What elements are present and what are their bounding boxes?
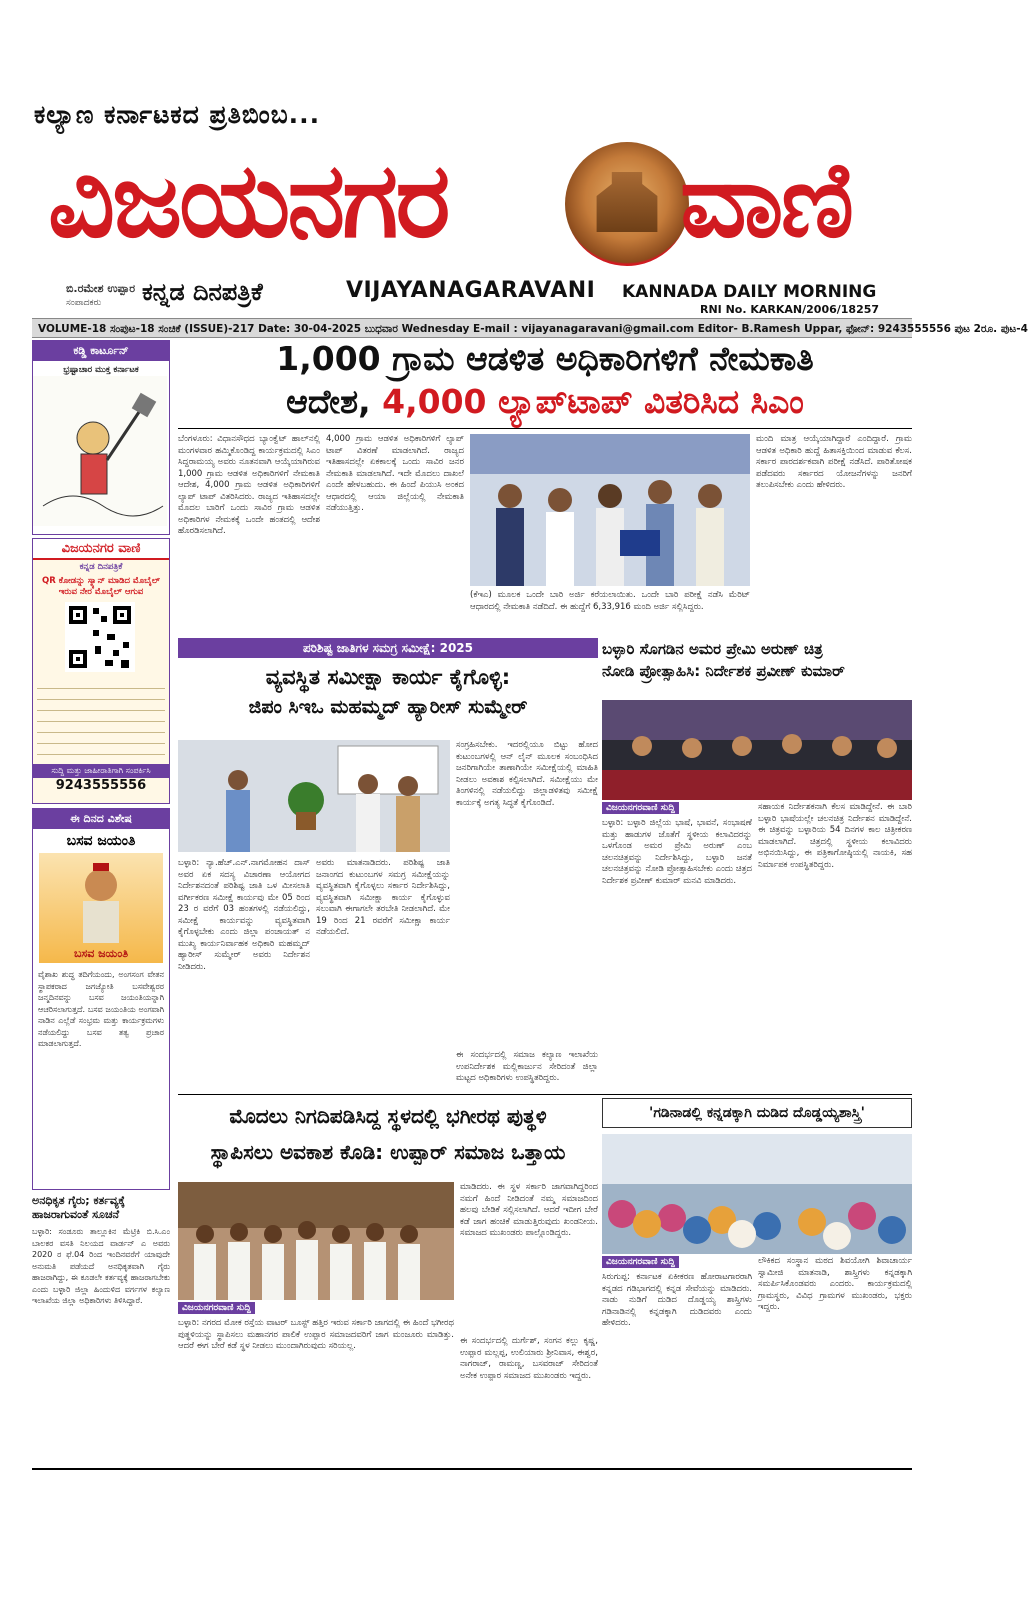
survey-headline-line2: ಜಿಪಂ ಸಿಇಒ ಮಹಮ್ಮದ್ ಹ್ಯಾರೀಸ್ ಸುಮ್ಮೇರ್	[248, 696, 528, 718]
sidebar-news	[32, 1194, 170, 1456]
community-group-photo-icon	[178, 1182, 454, 1300]
lead-col4: ಮಂದಿ ಮಾತ್ರ ಆಯ್ಕೆಯಾಗಿದ್ದಾರೆ ಎಂದಿದ್ದಾರೆ. ಗ್ರಾಮ ಆಡಳಿತ ಅಧಿಕಾರಿ ಹುದ್ದೆ ಹಿತಾಸಕ್ತಿಯಿಂದ ಮಾಡುವ ಕೆಲಸ. ಸರ್ಕಾರ ಪಾರದರ್ಶಕವಾಗಿ ಪರೀಕ್ಷೆ ನಡೆಸಿದೆ. ಪಾರಿತೋಷಕ ಪಡೆದವರು ಸರ್ಕಾರದ ಯೋಜನೆಗಳನ್ನು ಜನರಿಗೆ ತಲುಪಿಸಬೇಕು ಎಂದು ಹೇಳಿದರು.	[756, 434, 912, 490]
tree-planting-photo-icon	[178, 740, 450, 852]
sidebar-news-text: ಬಳ್ಳಾರಿ: ಸಂಡೂರು ತಾಲ್ಲೂಕಿನ ಮೆಟ್ರಿಕಿ ಬಿ.ಸಿ.ಎಂ ಬಾಲಕರ ವಸತಿ ನಿಲಯದ ವಾರ್ಡನ್ ಎ ಅವರು 2020 ರ ಫೆ.04 ರಿಂದ ಇಂದಿನವರೆಗೆ ಯಾವುದೇ ಅನುಮತಿ ಪಡೆಯದೆ ಅನಧಿಕೃತವಾಗಿ ಗೈರು ಹಾಜರಾಗಿದ್ದು, ಈ ಕೂಡಲೇ ಕರ್ತವ್ಯಕ್ಕೆ ಹಾಜರಾಗಬೇಕು ಎಂದು ಬಳ್ಳಾರಿ ಜಿಲ್ಲಾ ಹಿಂದುಳಿದ ವರ್ಗಗಳ ಕಲ್ಯಾಣ ಇಲಾಖೆಯ ಜಿಲ್ಲಾ ಅಧಿಕಾರಿಗಳು ತಿಳಿಸಿದ್ದಾರೆ.	[32, 1227, 170, 1305]
ad-phone[interactable]: 9243555556	[55, 778, 147, 793]
masthead-tagline: ಕಲ್ಯಾಣ ಕರ್ನಾಟಕದ ಪ್ರತಿಬಿಂಬ...	[34, 100, 321, 129]
bhagiratha-headline-line2: ಸ್ಥಾಪಿಸಲು ಅವಕಾಶ ಕೊಡಿ: ಉಪ್ಪಾರ್ ಸಮಾಜ ಒತ್ತಾಯ	[210, 1140, 566, 1164]
special-box	[32, 808, 170, 1190]
survey-col-mid: ಅವರು ಮಾತನಾಡಿದರು. ಪರಿಶಿಷ್ಟ ಜಾತಿ ಜನಾಂಗದ ಕುಟುಂಬಗಳ ಸಮಗ್ರ ಸಮೀಕ್ಷೆಯನ್ನು ವ್ಯವಸ್ಥಿತವಾಗಿ ಕೈಗೊಳ್ಳಲು ಸರ್ಕಾರ ನಿರ್ದೇಶಿಸಿದ್ದು, ವ್ಯವಸ್ಥಿತವಾಗಿ ಸಮೀಕ್ಷಾ ಕಾರ್ಯ ಕೈಗೊಳ್ಳುವ ಸಲುವಾಗಿ ಈಗಾಗಲೇ ತರಬೇತಿ ನೀಡಲಾಗಿದೆ. ಮೇ 19 ರಿಂದ 21 ರವರೆಗೆ ಸಮೀಕ್ಷಾ ಕಾರ್ಯ ನಡೆಯಲಿದೆ.	[316, 858, 450, 937]
editor-role: ಸಂಪಾದಕರು	[66, 298, 102, 308]
lead-headline	[178, 338, 912, 424]
festival-col1: ಸಿರುಗುಪ್ಪ: ಕರ್ನಾಟಕ ಏಕೀಕರಣ ಹೋರಾಟಗಾರರಾಗಿ ಕನ್ನಡದ ಗಡಿಭಾಗದಲ್ಲಿ ಕನ್ನಡ ಸೇವೆಯನ್ನು ಮಾಡಿದರು. ನಾಡು ನುಡಿಗೆ ದುಡಿದ ದೊಡ್ಡಯ್ಯ ಶಾಸ್ತ್ರಿಗಳು ಗಡಿನಾಡಿನಲ್ಲಿ ಕನ್ನಡಕ್ಕಾಗಿ ದುಡಿದವರು ಎಂದು ಹೇಳಿದರು.	[602, 1272, 752, 1328]
qr-code-icon[interactable]	[65, 602, 135, 672]
lead-headline-line2-c: ವಿತರಿಸಿದ ಸಿಎಂ	[644, 382, 804, 421]
bhagiratha-photo	[178, 1182, 454, 1300]
procession-photo-icon	[602, 1134, 912, 1254]
daily-kannada: ಕನ್ನಡ ದಿನಪತ್ರಿಕೆ	[142, 278, 263, 306]
lead-headline-line1: 1,000 ಗ್ರಾಮ ಆಡಳಿತ ಅಧಿಕಾರಿಗಳಿಗೆ ನೇಮಕಾತಿ	[276, 339, 814, 378]
sidebar-news-heading: ಅನಧಿಕೃತ ಗೈರು; ಕರ್ತವ್ಯಕ್ಕೆ ಹಾಜರಾಗುವಂತೆ ಸೂಚನೆ	[32, 1194, 125, 1221]
survey-headline	[178, 662, 598, 722]
masthead-name-part1: ವಿಜಯನಗರ	[48, 138, 448, 261]
survey-photo	[178, 740, 450, 852]
bhagiratha-headline	[178, 1098, 598, 1170]
paper-ad	[32, 538, 170, 804]
ad-brand: ವಿಜಯನಗರ ವಾಣಿ	[33, 539, 169, 560]
film-byline: ವಿಜಯನಗರವಾಣಿ ಸುದ್ದಿ	[602, 802, 679, 814]
film-press-meet-photo-icon	[602, 700, 912, 800]
cartoon-box	[32, 340, 170, 535]
lead-headline-line2-b: 4,000 ಲ್ಯಾಪ್‌ಟಾಪ್	[382, 382, 633, 421]
festival-col2: ಲೌಕಿಕದ ಸಂಸ್ಥಾನ ಮಠದ ಶಿವಯೋಗಿ ಶಿವಾಚಾರ್ಯ ಸ್ವಾಮೀಜಿ ಮಾತನಾಡಿ, ಶಾಸ್ತ್ರಿಗಳು ಕನ್ನಡಕ್ಕಾಗಿ ಸಮರ್ಪಿಸಿಕೊಂಡವರು ಎಂದರು. ಕಾರ್ಯಕ್ರಮದಲ್ಲಿ ಗ್ರಾಮಸ್ಥರು, ವಿವಿಧ ಗ್ರಾಮಗಳ ಮುಖಂಡರು, ಭಕ್ತರು ಇದ್ದರು.	[758, 1256, 912, 1312]
film-col1: ಬಳ್ಳಾರಿ: ಬಳ್ಳಾರಿ ಜಿಲ್ಲೆಯ ಭಾಷೆ, ಭಾವನೆ, ಸಂಭಾಷಣೆ ಮತ್ತು ಹಾಡುಗಳ ಜೊತೆಗೆ ಸ್ಥಳೀಯ ಕಲಾವಿದರನ್ನು ಒಳಗೊಂಡ ಅಮರ ಪ್ರೇಮಿ ಅರುಣ್ ಎಂಬ ಚಲನಚಿತ್ರವನ್ನು ನಿರ್ದೇಶಿಸಿದ್ದು, ಬಳ್ಳಾರಿ ಜನತೆ ಚಲನಚಿತ್ರವನ್ನು ನೋಡಿ ಪ್ರೋತ್ಸಾಹಿಸಬೇಕು ಎಂದು ಚಿತ್ರದ ನಿರ್ದೇಶಕ ಪ್ರವೀಣ್ ಕುಮಾರ್ ಮನವಿ ಮಾಡಿದರು.	[602, 818, 752, 886]
masthead-name-part2: ವಾಣಿ	[680, 138, 852, 261]
editor-name: ಬಿ.ರಮೇಶ ಉಪ್ಪಾರ	[66, 282, 136, 295]
special-title: ಈ ದಿನದ ವಿಶೇಷ	[33, 809, 169, 829]
film-headline	[602, 638, 912, 682]
survey-col-right: ಸಂಗ್ರಹಿಸಬೇಕು. ಇದರಲ್ಲಿಯೂ ಬಿಟ್ಟು ಹೋದ ಕುಟುಂಬಗಳಲ್ಲಿ ಆನ್ ಲೈನ್ ಮೂಲಕ ಸಂಬಂಧಿಸಿದ ಜನರಿಗಾಗಿಯೇ ತಾಣಾಗಿಯೇ ಸಮೀಕ್ಷೆಯಲ್ಲಿ ಮಾಹಿತಿ ನೀಡಲು ಅವಕಾಶ ಕಲ್ಪಿಸಲಾಗಿದೆ. ಸಮೀಕ್ಷೆಯು ಮೇ ತಿಂಗಳಿನಲ್ಲಿ ನಡೆಯಲಿದ್ದು ಜಿಲ್ಲಾಡಳಿತವು ಸಮೀಕ್ಷೆ ಕಾರ್ಯಕ್ಕೆ ಅಗತ್ಯ ಸಿದ್ಧತೆ ಕೈಗೊಂಡಿದೆ.	[456, 740, 598, 808]
festival-headline: 'ಗಡಿನಾಡಲ್ಲಿ ಕನ್ನಡಕ್ಕಾಗಿ ದುಡಿದ ದೊಡ್ಡಯ್ಯಶಾಸ್ತ್ರಿ'	[602, 1098, 912, 1128]
daily-english-name: VIJAYANAGARAVANI	[346, 278, 596, 303]
bhagiratha-headline-line1: ಮೊದಲು ನಿಗದಿಪಡಿಸಿದ್ದ ಸ್ಥಳದಲ್ಲಿ ಭಗೀರಥ ಪುತ್ಥಳಿ	[229, 1104, 547, 1128]
festival-photo	[602, 1134, 912, 1254]
cartoon-caption: ಭ್ರಷ್ಟಾಚಾರ ಮುಕ್ತ ಕರ್ನಾಟಕ	[63, 365, 139, 375]
special-text: ವೈಶಾಖ ಶುದ್ಧ ತದಿಗೆಯಂದು, ಅಂಗಸಂಗ ವೇತನ ಸ್ಥಾಪಕರಾದ ಜಗಜ್ಯೋತಿ ಬಸವೇಶ್ವರರ ಜನ್ಮದಿನವನ್ನು ಬಸವ ಜಯಂತಿಯನ್ನಾಗಿ ಆಚರಿಸಲಾಗುತ್ತದೆ. ಬಸವ ಜಯಂತಿಯ ಅಂಗವಾಗಿ ನಾಡಿನ ಎಲ್ಲೆಡೆ ಸಂಭ್ರಮ ಮತ್ತು ಕಾರ್ಯಕ್ರಮಗಳು ನಡೆಯಲಿದ್ದು ಬಸವ ತತ್ವ ಪ್ರಚಾರ ಮಾಡಲಾಗುತ್ತದೆ.	[38, 970, 164, 1048]
basavanna-portrait-icon	[39, 853, 163, 943]
ad-qr-text: QR ಕೋಡನ್ನು ಸ್ಕ್ಯಾನ್ ಮಾಡಿದ ಮೊಬೈಲ್ ಇರುವ ನೇರ ಮೊಬೈಲ್ ಆಗುವ	[42, 576, 160, 597]
ad-phone-label: ಸುದ್ದಿ ಮತ್ತು ಜಾಹೀರಾತಿಗಾಗಿ ಸಂಪರ್ಕಿಸಿ	[33, 764, 169, 778]
bhagiratha-col3: ಈ ಸಂದರ್ಭದಲ್ಲಿ ದುರ್ಗೆಶ್, ಸಂಗನ ಕಲ್ಲು ಕೃಷ್ಣ, ಉಪ್ಪಾರ ಮಲ್ಲಪ್ಪ, ಉಲಿಯಾರು ಶ್ರೀನಿವಾಸ, ಈಶ್ವರ, ನಾಗರಾಜ್, ರಾಮಣ್ಣ, ಬಸವರಾಜ್ ಸೇರಿದಂತೆ ಅನೇಕ ಉಪ್ಪಾರ ಸಮಾಜದ ಮುಖಂಡರು ಇದ್ದರು.	[460, 1336, 598, 1381]
survey-kicker: ಪರಿಶಿಷ್ಟ ಜಾತಿಗಳ ಸಮಗ್ರ ಸಮೀಕ್ಷೆ: 2025	[178, 638, 598, 658]
lead-photo-caption: (ಕೆಇಎ) ಮೂಲಕ ಒಂದೇ ಬಾರಿ ಅರ್ಜಿ ಕರೆಯಲಾಯಿತು. ಒಂದೇ ಬಾರಿ ಪರೀಕ್ಷೆ ನಡೆಸಿ ಮೆರಿಟ್ ಆಧಾರದಲ್ಲಿ ನೇಮಕಾತಿ ನಡೆದಿದೆ. ಈ ಹುದ್ದೆಗೆ 6,33,916 ಮಂದಿ ಅರ್ಜಿ ಸಲ್ಲಿಸಿದ್ದರು.	[470, 590, 750, 612]
special-heading: ಬಸವ ಜಯಂತಿ	[66, 833, 136, 849]
cm-felicitation-photo-icon	[470, 434, 750, 586]
film-col2: ಸಹಾಯಕ ನಿರ್ದೇಶಕನಾಗಿ ಕೆಲಸ ಮಾಡಿದ್ದೇನೆ. ಈ ಬಾರಿ ಬಳ್ಳಾರಿ ಭಾಷೆಯಲ್ಲೇ ಚಲನಚಿತ್ರ ನಿರ್ದೇಶನ ಮಾಡಿದ್ದೇನೆ. ಈ ಚಿತ್ರವನ್ನು ಬಳ್ಳಾರಿಯ 54 ದಿನಗಳ ಕಾಲ ಚಿತ್ರೀಕರಣ ಮಾಡಲಾಗಿದೆ. ಚಿತ್ರದಲ್ಲಿ ಸ್ಥಳೀಯ ಕಲಾವಿದರು ಅಭಿನಯಿಸಿದ್ದು, ಈ ಪತ್ರಿಕಾಗೋಷ್ಠಿಯಲ್ಲಿ ನಾಯಕಿ, ಸಹ ನಿರ್ಮಾಪಕ ಉಪಸ್ಥಿತರಿದ್ದರು.	[758, 802, 912, 870]
lead-photo	[470, 434, 750, 586]
ad-sub: ಕನ್ನಡ ದಿನಪತ್ರಿಕೆ	[79, 562, 123, 572]
cartoon-illustration-icon	[33, 376, 167, 526]
cartoon-title: ಕಡ್ಡಿ ಕಾರ್ಟೂನ್	[33, 341, 169, 361]
hampi-chariot-emblem-icon	[565, 142, 689, 266]
survey-col-right2: ಈ ಸಂದರ್ಭದಲ್ಲಿ ಸಮಾಜ ಕಲ್ಯಾಣ ಇಲಾಖೆಯ ಉಪನಿರ್ದೇಶಕ ಮಲ್ಲಿಕಾರ್ಜುನ ಸೇರಿದಂತೆ ಜಿಲ್ಲಾ ಮಟ್ಟದ ಅಧಿಕಾರಿಗಳು ಉಪಸ್ಥಿತರಿದ್ದರು.	[456, 1050, 598, 1083]
ad-feature-list	[37, 678, 165, 758]
lead-col1: ಬೆಂಗಳೂರು: ವಿಧಾನಸೌಧದ ಬ್ಯಾಂಕ್ವೆಟ್ ಹಾಲ್‌ನಲ್ಲಿ ಮಂಗಳವಾರ ಹಮ್ಮಿಕೊಂಡಿದ್ದ ಕಾರ್ಯಕ್ರಮದಲ್ಲಿ ಸಿಎಂ ಸಿದ್ದರಾಮಯ್ಯ ಅವರು ನೂತನವಾಗಿ ಆಯ್ಕೆಯಾಗಿರುವ 1,000 ಗ್ರಾಮ ಆಡಳಿತ ಅಧಿಕಾರಿಗಳಿಗೆ ನೇಮಕಾತಿ ಆದೇಶ, 4,000 ಗ್ರಾಮ ಆಡಳಿತ ಅಧಿಕಾರಿಗಳಿಗೆ ಲ್ಯಾಪ್ ಟಾಪ್ ವಿತರಿಸಿದರು. ರಾಜ್ಯದ ಇತಿಹಾಸದಲ್ಲೇ ಮೊದಲ ಬಾರಿಗೆ ಒಂದು ಸಾವಿರ ಗ್ರಾಮ ಆಡಳಿತ ಅಧಿಕಾರಿಗಳ ನೇಮಕಕ್ಕೆ ಒಂದೇ ಹಂತದಲ್ಲಿ ಆದೇಶ ಹೊರಡಿಸಲಾಗಿದೆ.	[178, 434, 320, 536]
film-headline-line1: ಬಳ್ಳಾರಿ ಸೊಗಡಿನ ಅಮರ ಪ್ರೇಮಿ ಅರುಣ್ ಚಿತ್ರ	[602, 640, 823, 658]
basavanna-portrait	[39, 853, 163, 963]
film-headline-line2: ನೋಡಿ ಪ್ರೋತ್ಸಾಹಿಸಿ: ನಿರ್ದೇಶಕ ಪ್ರವೀಣ್ ಕುಮಾರ್	[602, 662, 845, 680]
daily-english-desc: KANNADA DAILY MORNING	[622, 282, 877, 302]
survey-headline-line1: ವ್ಯವಸ್ಥಿತ ಸಮೀಕ್ಷಾ ಕಾರ್ಯ ಕೈಗೊಳ್ಳಿ:	[265, 665, 511, 689]
festival-byline: ವಿಜಯನಗರವಾಣಿ ಸುದ್ದಿ	[602, 1256, 679, 1268]
bhagiratha-col2: ಮಾಡಿದರು. ಈ ಸ್ಥಳ ಸರ್ಕಾರಿ ಜಾಗವಾಗಿದ್ದರಿಂದ ನಮಗೆ ಹಿಂದೆ ನೀಡಿದಂತೆ ನಮ್ಮ ಸಮಾಜದಿಂದ ಹಲವು ಬೇಡಿಕೆ ಸಲ್ಲಿಸಲಾಗಿದೆ. ಆದರೆ ಇದೀಗ ಬೇರೆ ಕಡೆ ಜಾಗ ಹಂಚಿಕೆ ಮಾಡುತ್ತಿರುವುದು ಖಂಡನೀಯ. ಸಮಾಜದ ಮುಖಂಡರು ಪಾಲ್ಗೊಂಡಿದ್ದರು.	[460, 1182, 598, 1238]
rni-number: RNI No. KARKAN/2006/18257	[700, 303, 880, 316]
film-photo	[602, 700, 912, 800]
bhagiratha-byline: ವಿಜಯನಗರವಾಣಿ ಸುದ್ದಿ	[178, 1302, 255, 1314]
lead-col2: 4,000 ಗ್ರಾಮ ಆಡಳಿತ ಅಧಿಕಾರಿಗಳಿಗೆ ಲ್ಯಾಪ್ ಟಾಪ್ ವಿತರಣೆ ಮಾಡಲಾಗಿದೆ. ರಾಜ್ಯದ ಇತಿಹಾಸದಲ್ಲೇ ಏಕಕಾಲಕ್ಕೆ ಒಂದು ಸಾವಿರ ಜನರ ನೇಮಕಾತಿ ಮಾಡಲಾಗಿದೆ. ಇದೇ ಮೊದಲು ದಾಖಲೆ ಎಂದೇ ಹೇಳಬಹುದು. ಈ ಹಿಂದೆ ಪಿಯುಸಿ ಅಂಕದ ಆಧಾರದಲ್ಲಿ ಆಯಾ ಜಿಲ್ಲೆಯಲ್ಲಿ ನೇಮಕಾತಿ ನಡೆಯುತ್ತಿತ್ತು.	[326, 434, 464, 513]
bhagiratha-col1: ಬಳ್ಳಾರಿ: ನಗರದ ಮೋಕ ರಸ್ತೆಯ ವಾಟರ್ ಬೂಸ್ಟ್ ಹತ್ತಿರ ಇರುವ ಸರ್ಕಾರಿ ಜಾಗದಲ್ಲಿ ಈ ಹಿಂದೆ ಭಗೀರಥ ಪುತ್ಥಳಿಯನ್ನು ಸ್ಥಾಪಿಸಲು ಮಹಾನಗರ ಪಾಲಿಕೆ ಉಪ್ಪಾರ ಸಮಾಜದವರಿಗೆ ಜಾಗ ಮಂಜೂರು ಮಾಡಿತ್ತು. ಆದರೆ ಈಗ ಬೇರೆ ಕಡೆ ಸ್ಥಳ ನೀಡಲು ಮುಂದಾಗಿರುವುದು ಸರಿಯಲ್ಲ.	[178, 1318, 454, 1351]
issue-info-strip: VOLUME-18 ಸಂಪುಟ-18 ಸಂಚಿಕೆ (ISSUE)-217 Date: 30-04-2025 ಬುಧವಾರ Wednesday E-mail : vijayanagaravani@gmail.com Editor- B.Ramesh Uppar, ಫೋನ್: 9243555556 ಪುಟ 2ರೂ. ಪುಟ-4	[32, 318, 912, 338]
special-img-caption: ಬಸವ ಜಯಂತಿ	[73, 947, 129, 960]
lead-headline-line2-a: ಆದೇಶ,	[286, 382, 371, 421]
survey-col-left: ಬಳ್ಳಾರಿ: ನ್ಯಾ.ಹೆಚ್.ಎನ್.ನಾಗಮೋಹನ ದಾಸ್ ಅವರ ಏಕ ಸದಸ್ಯ ವಿಚಾರಣಾ ಆಯೋಗದ ನಿರ್ದೇಶನದಂತೆ ಪರಿಶಿಷ್ಟ ಜಾತಿ ಒಳ ಮೀಸಲಾತಿ ವರ್ಗೀಕರಣ ಸಮೀಕ್ಷೆ ಕಾರ್ಯವು ಮೇ 05 ರಿಂದ 23 ರ ವರೆಗೆ 03 ಹಂತಗಳಲ್ಲಿ ನಡೆಯಲಿದ್ದು, ಸಮೀಕ್ಷೆ ಕಾರ್ಯವನ್ನು ವ್ಯವಸ್ಥಿತವಾಗಿ ಕೈಗೊಳ್ಳಬೇಕು ಎಂದು ಜಿಲ್ಲಾ ಪಂಚಾಯತ್ ನ ಮುಖ್ಯ ಕಾರ್ಯನಿರ್ವಾಹಕ ಅಧಿಕಾರಿ ಮಹಮ್ಮದ್ ಹ್ಯಾರೀಸ್ ಸುಮ್ಮೇರ್ ಅವರು ನಿರ್ದೇಶನ ನೀಡಿದರು.	[178, 858, 310, 972]
